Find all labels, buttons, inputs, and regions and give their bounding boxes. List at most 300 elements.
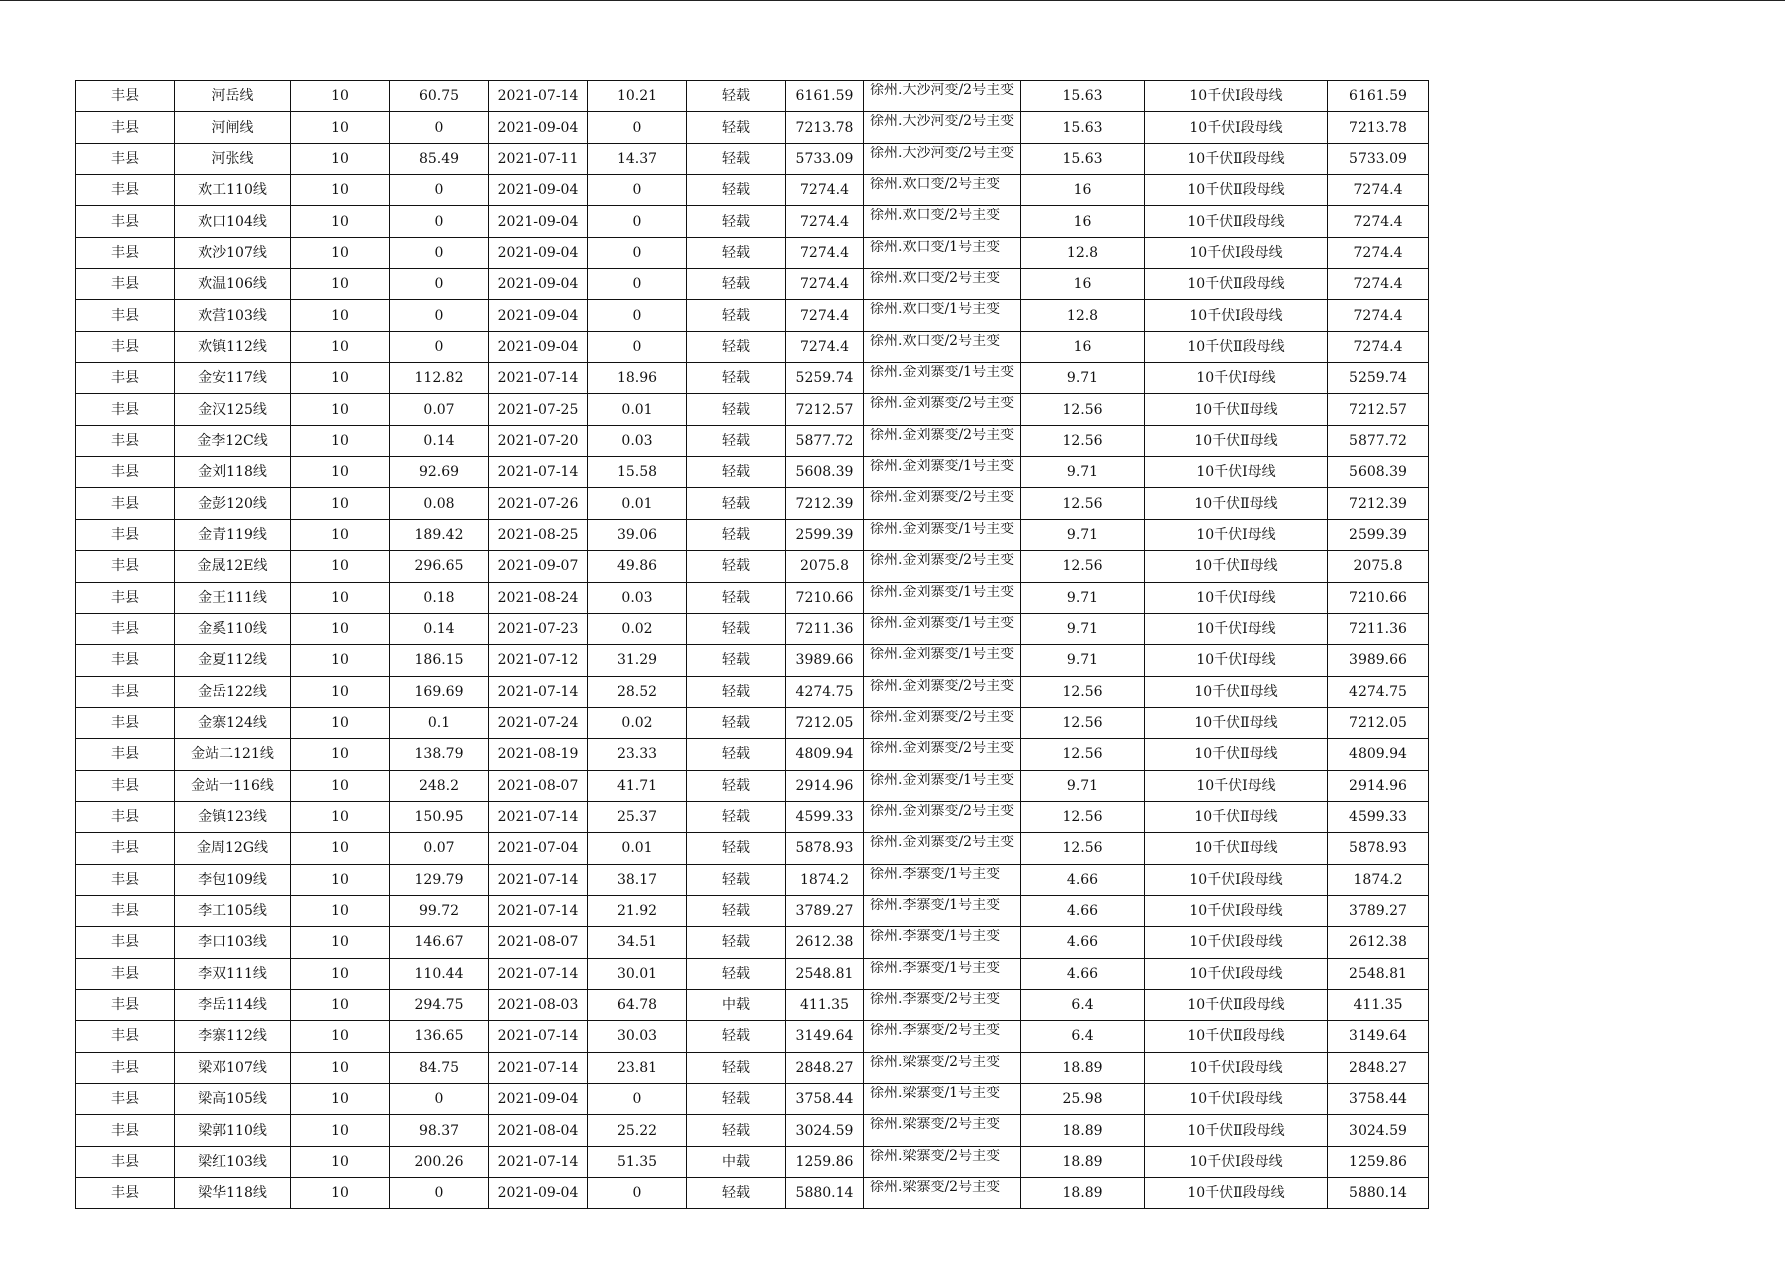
table-row xyxy=(76,81,1429,112)
load-status-cell: 中载 xyxy=(687,989,786,1020)
remaining-capacity-cell: 7274.4 xyxy=(786,206,864,237)
max-load-cell: 0.07 xyxy=(390,394,489,425)
date-cell: 2021-09-04 xyxy=(489,269,588,300)
substation-transformer-cell xyxy=(864,457,1021,488)
transformer-load-rate-cell: 12.56 xyxy=(1021,833,1145,864)
table-row xyxy=(76,300,1429,331)
table-row xyxy=(76,770,1429,801)
date-cell: 2021-07-14 xyxy=(489,363,588,394)
date-cell: 2021-09-04 xyxy=(489,112,588,143)
line-name-cell: 李双111线 xyxy=(175,958,291,989)
date-cell: 2021-08-24 xyxy=(489,582,588,613)
transformer-load-rate-cell: 12.56 xyxy=(1021,801,1145,832)
county-cell: 丰县 xyxy=(76,331,175,362)
table-row xyxy=(76,143,1429,174)
load-rate-cell: 18.96 xyxy=(588,363,687,394)
date-cell: 2021-08-25 xyxy=(489,519,588,550)
remaining-capacity-cell: 2599.39 xyxy=(786,519,864,550)
table-row xyxy=(76,739,1429,770)
remaining-capacity-cell: 3989.66 xyxy=(786,645,864,676)
table-row xyxy=(76,394,1429,425)
max-load-cell: 294.75 xyxy=(390,989,489,1020)
load-status-cell: 轻载 xyxy=(687,269,786,300)
remaining-capacity-cell: 7274.4 xyxy=(786,331,864,362)
remaining-capacity-cell: 5608.39 xyxy=(786,457,864,488)
open-capacity-cell: 411.35 xyxy=(1328,989,1429,1020)
substation-transformer-cell xyxy=(864,519,1021,550)
load-status-cell: 轻载 xyxy=(687,864,786,895)
load-status-cell: 轻载 xyxy=(687,958,786,989)
load-rate-cell: 34.51 xyxy=(588,927,687,958)
busbar-cell: 10千伏Ⅱ母线 xyxy=(1145,488,1328,519)
max-load-cell: 110.44 xyxy=(390,958,489,989)
date-cell: 2021-07-14 xyxy=(489,864,588,895)
line-name-cell: 李包109线 xyxy=(175,864,291,895)
voltage-cell: 10 xyxy=(291,927,390,958)
table-row xyxy=(76,1084,1429,1115)
transformer-load-rate-cell: 9.71 xyxy=(1021,770,1145,801)
substation-transformer-text: 徐州.金刘寨变/2号主变 xyxy=(870,553,1015,569)
load-status-cell: 轻载 xyxy=(687,331,786,362)
transformer-load-rate-cell: 15.63 xyxy=(1021,81,1145,112)
date-cell: 2021-07-04 xyxy=(489,833,588,864)
table-row xyxy=(76,864,1429,895)
load-status-cell: 轻载 xyxy=(687,739,786,770)
busbar-cell: 10千伏Ⅰ母线 xyxy=(1145,582,1328,613)
county-cell: 丰县 xyxy=(76,112,175,143)
max-load-cell: 0.18 xyxy=(390,582,489,613)
voltage-cell: 10 xyxy=(291,269,390,300)
remaining-capacity-cell: 7274.4 xyxy=(786,237,864,268)
open-capacity-cell: 1259.86 xyxy=(1328,1146,1429,1177)
transformer-load-rate-cell: 12.56 xyxy=(1021,676,1145,707)
load-rate-cell: 25.37 xyxy=(588,801,687,832)
county-cell: 丰县 xyxy=(76,143,175,174)
transformer-load-rate-cell: 12.56 xyxy=(1021,394,1145,425)
voltage-cell: 10 xyxy=(291,1146,390,1177)
busbar-cell: 10千伏Ⅰ段母线 xyxy=(1145,927,1328,958)
transformer-load-rate-cell: 12.8 xyxy=(1021,237,1145,268)
substation-transformer-cell xyxy=(864,833,1021,864)
table-row xyxy=(76,1146,1429,1177)
date-cell: 2021-08-19 xyxy=(489,739,588,770)
table-row xyxy=(76,488,1429,519)
table-row xyxy=(76,551,1429,582)
busbar-cell: 10千伏Ⅱ母线 xyxy=(1145,394,1328,425)
busbar-cell: 10千伏Ⅰ段母线 xyxy=(1145,1146,1328,1177)
line-name-cell: 欢温106线 xyxy=(175,269,291,300)
remaining-capacity-cell: 411.35 xyxy=(786,989,864,1020)
date-cell: 2021-09-04 xyxy=(489,331,588,362)
substation-transformer-text: 徐州.金刘寨变/2号主变 xyxy=(870,803,1015,819)
substation-transformer-cell xyxy=(864,676,1021,707)
table-row xyxy=(76,613,1429,644)
busbar-cell: 10千伏Ⅰ段母线 xyxy=(1145,958,1328,989)
load-rate-cell: 0 xyxy=(588,331,687,362)
remaining-capacity-cell: 4599.33 xyxy=(786,801,864,832)
max-load-cell: 60.75 xyxy=(390,81,489,112)
line-name-cell: 欢沙107线 xyxy=(175,237,291,268)
max-load-cell: 0 xyxy=(390,1084,489,1115)
date-cell: 2021-09-04 xyxy=(489,206,588,237)
voltage-cell: 10 xyxy=(291,1084,390,1115)
open-capacity-cell: 2848.27 xyxy=(1328,1052,1429,1083)
substation-transformer-text: 徐州.李寨变/1号主变 xyxy=(870,929,1001,945)
voltage-cell: 10 xyxy=(291,112,390,143)
load-status-cell: 轻载 xyxy=(687,519,786,550)
remaining-capacity-cell: 7212.57 xyxy=(786,394,864,425)
load-rate-cell: 23.81 xyxy=(588,1052,687,1083)
remaining-capacity-cell: 5880.14 xyxy=(786,1178,864,1209)
open-capacity-cell: 4599.33 xyxy=(1328,801,1429,832)
voltage-cell: 10 xyxy=(291,363,390,394)
substation-transformer-text: 徐州.欢口变/2号主变 xyxy=(870,271,1001,287)
county-cell: 丰县 xyxy=(76,676,175,707)
max-load-cell: 0 xyxy=(390,331,489,362)
voltage-cell: 10 xyxy=(291,770,390,801)
max-load-cell: 248.2 xyxy=(390,770,489,801)
substation-transformer-cell xyxy=(864,551,1021,582)
substation-transformer-cell xyxy=(864,488,1021,519)
transformer-load-rate-cell: 4.66 xyxy=(1021,958,1145,989)
date-cell: 2021-07-20 xyxy=(489,425,588,456)
load-status-cell: 轻载 xyxy=(687,1084,786,1115)
remaining-capacity-cell: 7210.66 xyxy=(786,582,864,613)
substation-transformer-cell xyxy=(864,363,1021,394)
load-rate-cell: 0 xyxy=(588,175,687,206)
substation-transformer-cell xyxy=(864,1178,1021,1209)
open-capacity-cell: 7274.4 xyxy=(1328,237,1429,268)
open-capacity-cell: 2599.39 xyxy=(1328,519,1429,550)
load-rate-cell: 49.86 xyxy=(588,551,687,582)
open-capacity-cell: 7274.4 xyxy=(1328,206,1429,237)
voltage-cell: 10 xyxy=(291,81,390,112)
voltage-cell: 10 xyxy=(291,676,390,707)
busbar-cell: 10千伏Ⅱ母线 xyxy=(1145,425,1328,456)
county-cell: 丰县 xyxy=(76,864,175,895)
remaining-capacity-cell: 5877.72 xyxy=(786,425,864,456)
substation-transformer-text: 徐州.金刘寨变/2号主变 xyxy=(870,709,1015,725)
transformer-load-rate-cell: 18.89 xyxy=(1021,1146,1145,1177)
open-capacity-cell: 7210.66 xyxy=(1328,582,1429,613)
substation-transformer-text: 徐州.大沙河变/2号主变 xyxy=(870,83,1015,98)
voltage-cell: 10 xyxy=(291,739,390,770)
load-status-cell: 轻载 xyxy=(687,206,786,237)
load-rate-cell: 0.03 xyxy=(588,425,687,456)
substation-transformer-cell xyxy=(864,958,1021,989)
transformer-load-rate-cell: 12.56 xyxy=(1021,707,1145,738)
open-capacity-cell: 7211.36 xyxy=(1328,613,1429,644)
substation-transformer-text: 徐州.梁寨变/2号主变 xyxy=(870,1117,1001,1133)
max-load-cell: 0.08 xyxy=(390,488,489,519)
table-row xyxy=(76,206,1429,237)
busbar-cell: 10千伏Ⅰ段母线 xyxy=(1145,81,1328,112)
page-top-rule xyxy=(0,0,1785,1)
max-load-cell: 98.37 xyxy=(390,1115,489,1146)
open-capacity-cell: 3024.59 xyxy=(1328,1115,1429,1146)
load-status-cell: 轻载 xyxy=(687,927,786,958)
open-capacity-cell: 2548.81 xyxy=(1328,958,1429,989)
table-row xyxy=(76,112,1429,143)
busbar-cell: 10千伏Ⅰ母线 xyxy=(1145,770,1328,801)
max-load-cell: 200.26 xyxy=(390,1146,489,1177)
voltage-cell: 10 xyxy=(291,801,390,832)
line-name-cell: 金镇123线 xyxy=(175,801,291,832)
county-cell: 丰县 xyxy=(76,1178,175,1209)
remaining-capacity-cell: 7274.4 xyxy=(786,300,864,331)
load-status-cell: 轻载 xyxy=(687,770,786,801)
busbar-cell: 10千伏Ⅱ段母线 xyxy=(1145,143,1328,174)
max-load-cell: 0 xyxy=(390,237,489,268)
open-capacity-cell: 5733.09 xyxy=(1328,143,1429,174)
open-capacity-cell: 7213.78 xyxy=(1328,112,1429,143)
substation-transformer-cell xyxy=(864,237,1021,268)
county-cell: 丰县 xyxy=(76,1021,175,1052)
transformer-load-rate-cell: 4.66 xyxy=(1021,927,1145,958)
load-status-cell: 轻载 xyxy=(687,1115,786,1146)
open-capacity-cell: 4274.75 xyxy=(1328,676,1429,707)
substation-transformer-cell xyxy=(864,1146,1021,1177)
open-capacity-cell: 3789.27 xyxy=(1328,895,1429,926)
table-row xyxy=(76,1178,1429,1209)
substation-transformer-text: 徐州.金刘寨变/2号主变 xyxy=(870,678,1015,694)
voltage-cell: 10 xyxy=(291,143,390,174)
substation-transformer-cell xyxy=(864,927,1021,958)
busbar-cell: 10千伏Ⅰ段母线 xyxy=(1145,895,1328,926)
busbar-cell: 10千伏Ⅰ段母线 xyxy=(1145,1084,1328,1115)
substation-transformer-cell xyxy=(864,895,1021,926)
voltage-cell: 10 xyxy=(291,895,390,926)
table-row xyxy=(76,676,1429,707)
date-cell: 2021-08-04 xyxy=(489,1115,588,1146)
load-status-cell: 轻载 xyxy=(687,707,786,738)
substation-transformer-text: 徐州.欢口变/2号主变 xyxy=(870,333,1001,349)
load-rate-cell: 0.01 xyxy=(588,394,687,425)
remaining-capacity-cell: 6161.59 xyxy=(786,81,864,112)
load-status-cell: 轻载 xyxy=(687,457,786,488)
substation-transformer-text: 徐州.梁寨变/2号主变 xyxy=(870,1148,1001,1164)
busbar-cell: 10千伏Ⅰ段母线 xyxy=(1145,237,1328,268)
transformer-load-rate-cell: 25.98 xyxy=(1021,1084,1145,1115)
table-row xyxy=(76,1052,1429,1083)
substation-transformer-text: 徐州.梁寨变/2号主变 xyxy=(870,1180,1001,1196)
open-capacity-cell: 7274.4 xyxy=(1328,175,1429,206)
substation-transformer-cell xyxy=(864,143,1021,174)
substation-transformer-cell xyxy=(864,801,1021,832)
max-load-cell: 0.1 xyxy=(390,707,489,738)
line-name-cell: 李寨112线 xyxy=(175,1021,291,1052)
voltage-cell: 10 xyxy=(291,425,390,456)
transformer-load-rate-cell: 18.89 xyxy=(1021,1052,1145,1083)
line-name-cell: 金周12G线 xyxy=(175,833,291,864)
substation-transformer-text: 徐州.金刘寨变/1号主变 xyxy=(870,615,1015,631)
max-load-cell: 189.42 xyxy=(390,519,489,550)
load-rate-cell: 14.37 xyxy=(588,143,687,174)
substation-transformer-cell xyxy=(864,770,1021,801)
table-row xyxy=(76,519,1429,550)
date-cell: 2021-08-07 xyxy=(489,927,588,958)
substation-transformer-cell xyxy=(864,989,1021,1020)
load-status-cell: 轻载 xyxy=(687,582,786,613)
load-rate-cell: 15.58 xyxy=(588,457,687,488)
load-rate-cell: 0 xyxy=(588,237,687,268)
load-status-cell: 轻载 xyxy=(687,81,786,112)
transformer-load-rate-cell: 15.63 xyxy=(1021,112,1145,143)
remaining-capacity-cell: 5878.93 xyxy=(786,833,864,864)
remaining-capacity-cell: 3758.44 xyxy=(786,1084,864,1115)
county-cell: 丰县 xyxy=(76,425,175,456)
county-cell: 丰县 xyxy=(76,457,175,488)
open-capacity-cell: 5877.72 xyxy=(1328,425,1429,456)
transformer-load-rate-cell: 18.89 xyxy=(1021,1115,1145,1146)
substation-transformer-cell xyxy=(864,112,1021,143)
substation-transformer-text: 徐州.金刘寨变/1号主变 xyxy=(870,365,1015,381)
open-capacity-cell: 7212.57 xyxy=(1328,394,1429,425)
substation-transformer-cell xyxy=(864,1021,1021,1052)
voltage-cell: 10 xyxy=(291,519,390,550)
busbar-cell: 10千伏Ⅱ母线 xyxy=(1145,801,1328,832)
voltage-cell: 10 xyxy=(291,551,390,582)
transformer-load-rate-cell: 9.71 xyxy=(1021,519,1145,550)
line-name-cell: 金晟12E线 xyxy=(175,551,291,582)
voltage-cell: 10 xyxy=(291,1052,390,1083)
county-cell: 丰县 xyxy=(76,237,175,268)
voltage-cell: 10 xyxy=(291,1021,390,1052)
max-load-cell: 0.14 xyxy=(390,425,489,456)
open-capacity-cell: 5259.74 xyxy=(1328,363,1429,394)
busbar-cell: 10千伏Ⅱ母线 xyxy=(1145,707,1328,738)
substation-transformer-text: 徐州.李寨变/1号主变 xyxy=(870,960,1001,976)
busbar-cell: 10千伏Ⅰ母线 xyxy=(1145,613,1328,644)
line-name-cell: 欢口104线 xyxy=(175,206,291,237)
table-row xyxy=(76,582,1429,613)
busbar-cell: 10千伏Ⅰ段母线 xyxy=(1145,1052,1328,1083)
open-capacity-cell: 7274.4 xyxy=(1328,300,1429,331)
load-status-cell: 轻载 xyxy=(687,1178,786,1209)
remaining-capacity-cell: 2914.96 xyxy=(786,770,864,801)
busbar-cell: 10千伏Ⅱ段母线 xyxy=(1145,175,1328,206)
load-rate-cell: 0 xyxy=(588,1084,687,1115)
substation-transformer-text: 徐州.金刘寨变/1号主变 xyxy=(870,772,1015,788)
line-name-cell: 金寨124线 xyxy=(175,707,291,738)
substation-transformer-text: 徐州.金刘寨变/1号主变 xyxy=(870,584,1015,600)
date-cell: 2021-07-23 xyxy=(489,613,588,644)
remaining-capacity-cell: 2848.27 xyxy=(786,1052,864,1083)
voltage-cell: 10 xyxy=(291,989,390,1020)
feeder-load-table xyxy=(75,80,1429,1209)
date-cell: 2021-07-14 xyxy=(489,457,588,488)
table-row xyxy=(76,989,1429,1020)
remaining-capacity-cell: 5733.09 xyxy=(786,143,864,174)
voltage-cell: 10 xyxy=(291,864,390,895)
line-name-cell: 欢营103线 xyxy=(175,300,291,331)
remaining-capacity-cell: 2612.38 xyxy=(786,927,864,958)
max-load-cell: 0 xyxy=(390,112,489,143)
substation-transformer-cell xyxy=(864,1052,1021,1083)
transformer-load-rate-cell: 9.71 xyxy=(1021,457,1145,488)
table-row xyxy=(76,927,1429,958)
load-rate-cell: 0 xyxy=(588,112,687,143)
busbar-cell: 10千伏Ⅰ段母线 xyxy=(1145,112,1328,143)
open-capacity-cell: 6161.59 xyxy=(1328,81,1429,112)
load-rate-cell: 0 xyxy=(588,1178,687,1209)
remaining-capacity-cell: 4809.94 xyxy=(786,739,864,770)
transformer-load-rate-cell: 12.8 xyxy=(1021,300,1145,331)
table-row xyxy=(76,425,1429,456)
transformer-load-rate-cell: 15.63 xyxy=(1021,143,1145,174)
remaining-capacity-cell: 7213.78 xyxy=(786,112,864,143)
date-cell: 2021-07-14 xyxy=(489,676,588,707)
load-status-cell: 轻载 xyxy=(687,112,786,143)
busbar-cell: 10千伏Ⅰ段母线 xyxy=(1145,300,1328,331)
busbar-cell: 10千伏Ⅱ母线 xyxy=(1145,551,1328,582)
load-status-cell: 轻载 xyxy=(687,1052,786,1083)
substation-transformer-cell xyxy=(864,1084,1021,1115)
table-row xyxy=(76,175,1429,206)
max-load-cell: 136.65 xyxy=(390,1021,489,1052)
substation-transformer-cell xyxy=(864,613,1021,644)
substation-transformer-cell xyxy=(864,864,1021,895)
line-name-cell: 梁郭110线 xyxy=(175,1115,291,1146)
voltage-cell: 10 xyxy=(291,833,390,864)
county-cell: 丰县 xyxy=(76,488,175,519)
substation-transformer-cell xyxy=(864,582,1021,613)
load-status-cell: 轻载 xyxy=(687,394,786,425)
transformer-load-rate-cell: 4.66 xyxy=(1021,895,1145,926)
max-load-cell: 112.82 xyxy=(390,363,489,394)
county-cell: 丰县 xyxy=(76,394,175,425)
remaining-capacity-cell: 1874.2 xyxy=(786,864,864,895)
date-cell: 2021-09-04 xyxy=(489,1084,588,1115)
substation-transformer-text: 徐州.金刘寨变/2号主变 xyxy=(870,427,1015,443)
line-name-cell: 金岳122线 xyxy=(175,676,291,707)
load-status-cell: 轻载 xyxy=(687,1021,786,1052)
load-rate-cell: 23.33 xyxy=(588,739,687,770)
line-name-cell: 梁邓107线 xyxy=(175,1052,291,1083)
line-name-cell: 梁高105线 xyxy=(175,1084,291,1115)
substation-transformer-cell xyxy=(864,707,1021,738)
substation-transformer-text: 徐州.金刘寨变/1号主变 xyxy=(870,459,1015,475)
voltage-cell: 10 xyxy=(291,300,390,331)
voltage-cell: 10 xyxy=(291,707,390,738)
substation-transformer-cell xyxy=(864,331,1021,362)
load-status-cell: 轻载 xyxy=(687,237,786,268)
load-status-cell: 轻载 xyxy=(687,363,786,394)
max-load-cell: 85.49 xyxy=(390,143,489,174)
voltage-cell: 10 xyxy=(291,1178,390,1209)
county-cell: 丰县 xyxy=(76,989,175,1020)
line-name-cell: 金李12C线 xyxy=(175,425,291,456)
table-row xyxy=(76,707,1429,738)
county-cell: 丰县 xyxy=(76,206,175,237)
transformer-load-rate-cell: 12.56 xyxy=(1021,488,1145,519)
remaining-capacity-cell: 4274.75 xyxy=(786,676,864,707)
substation-transformer-text: 徐州.梁寨变/1号主变 xyxy=(870,1086,1001,1101)
date-cell: 2021-09-04 xyxy=(489,1178,588,1209)
table-row xyxy=(76,645,1429,676)
county-cell: 丰县 xyxy=(76,613,175,644)
date-cell: 2021-07-14 xyxy=(489,1146,588,1177)
line-name-cell: 梁红103线 xyxy=(175,1146,291,1177)
load-rate-cell: 0.02 xyxy=(588,707,687,738)
load-rate-cell: 51.35 xyxy=(588,1146,687,1177)
open-capacity-cell: 5608.39 xyxy=(1328,457,1429,488)
busbar-cell: 10千伏Ⅱ段母线 xyxy=(1145,989,1328,1020)
date-cell: 2021-09-04 xyxy=(489,175,588,206)
date-cell: 2021-07-26 xyxy=(489,488,588,519)
load-rate-cell: 0 xyxy=(588,206,687,237)
voltage-cell: 10 xyxy=(291,1115,390,1146)
